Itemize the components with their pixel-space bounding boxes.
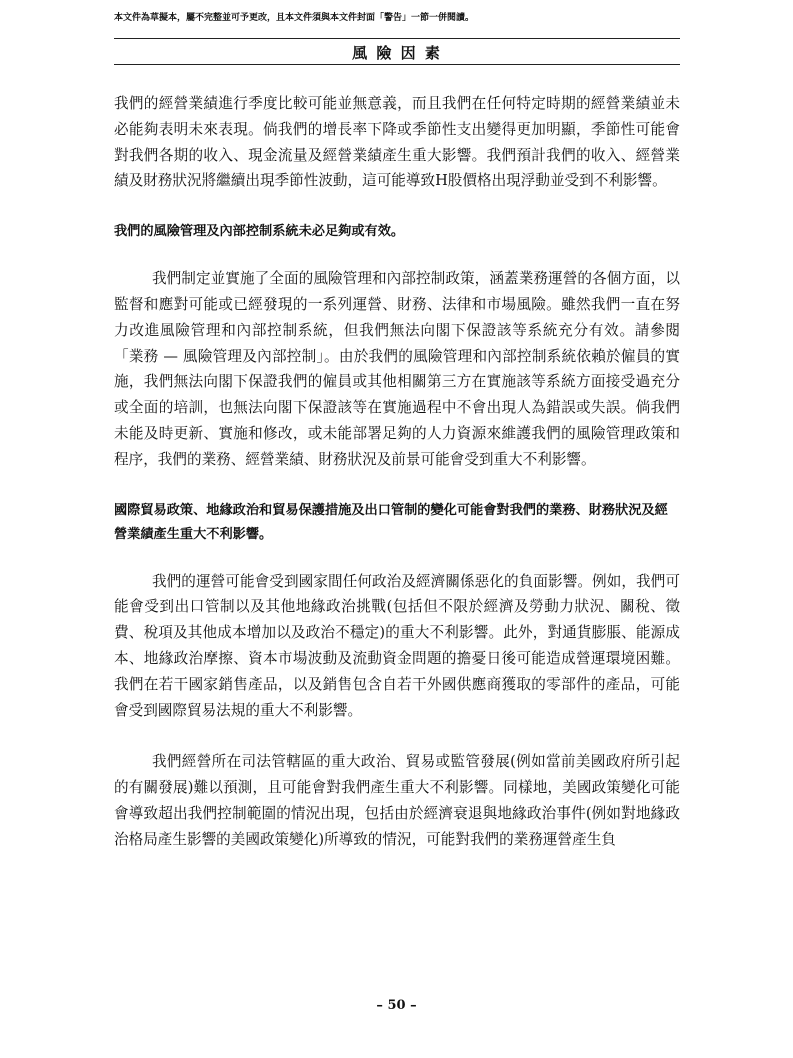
paragraph-seasonality: 我們的經營業績進行季度比較可能並無意義，而且我們在任何特定時期的經營業績並未必能夠表明未來表現。倘我們的增長率下降或季節性支出變得更加明顯，季節性可能會對我們各期的收入、現金流量及經營業績產生重大影響。我們預計我們的收入、經營業績及財務狀況將繼續出現季節性波動，這可能導致H股價格出現浮動並受到不利影響。 [114,95,680,190]
paragraph-risk-management: 我們制定並實施了全面的風險管理和內部控制政策，涵蓋業務運營的各個方面，以監督和應對可能或已經發現的一系列運營、財務、法律和市場風險。雖然我們一直在努力改進風險管理和內部控制系統，但我們無法向閣下保證該等系統充分有效。請參閱「業務 — 風險管理及內部控制」。由於我們的風險管理和內部控制系統依賴於僱員的實施，我們無法向閣下保證我們的僱員或其他相關第三方在實施該等系統方面接受過充分或全面的培訓，也無法向閣下保證該等在實施過程中不會出現人為錯誤或失誤。倘我們未能及時更新、實施和修改，或未能部署足夠的人力資源來維護我們的風險管理政策和程序，我們的業務、經營業績、財務狀況及前景可能會受到重大不利影響。 [114,270,680,468]
page-number: – 50 – [376,998,417,1013]
paragraph-trade-policy: 我們的運營可能會受到國家間任何政治及經濟關係惡化的負面影響。例如，我們可能會受到出口管制以及其他地緣政治挑戰(包括但不限於經濟及勞動力狀況、關稅、徵費、稅項及其他成本增加以及政治不穩定)的重大不利影響。此外，對通貨膨脹、能源成本、地緣政治摩擦、資本市場波動及流動資金問題的擔憂日後可能造成營運環境困難。我們在若干國家銷售產品，以及銷售包含自若干外國供應商獲取的零部件的產品，可能會受到國際貿易法規的重大不利影響。 [114,572,680,719]
paragraph-political-developments: 我們經營所在司法管轄區的重大政治、貿易或監管發展(例如當前美國政府所引起的有關發展)難以預測，且可能會對我們產生重大不利影響。同樣地，美國政策變化可能會導致超出我們控制範圍的情況出現，包括由於經濟衰退與地緣政治事件(例如對地緣政治格局產生影響的美國政策變化)所導致的情況，可能對我們的業務運營產生負 [114,753,680,848]
header-rule-bottom [114,64,680,65]
header-rule-top [114,38,680,39]
heading-risk-management: 我們的風險管理及內部控制系統未必足夠或有效。 [114,224,405,240]
section-title: 風 險 因 素 [352,44,442,62]
draft-disclaimer: 本文件為草擬本，屬不完整並可予更改，且本文件須與本文件封面「警告」一節一併閱讀。 [114,13,475,23]
page-body [114,91,680,879]
heading-trade-policy: 國際貿易政策、地緣政治和貿易保護措施及出口管制的變化可能會對我們的業務、財務狀況及經營業績產生重大不利影響。 [114,502,668,542]
